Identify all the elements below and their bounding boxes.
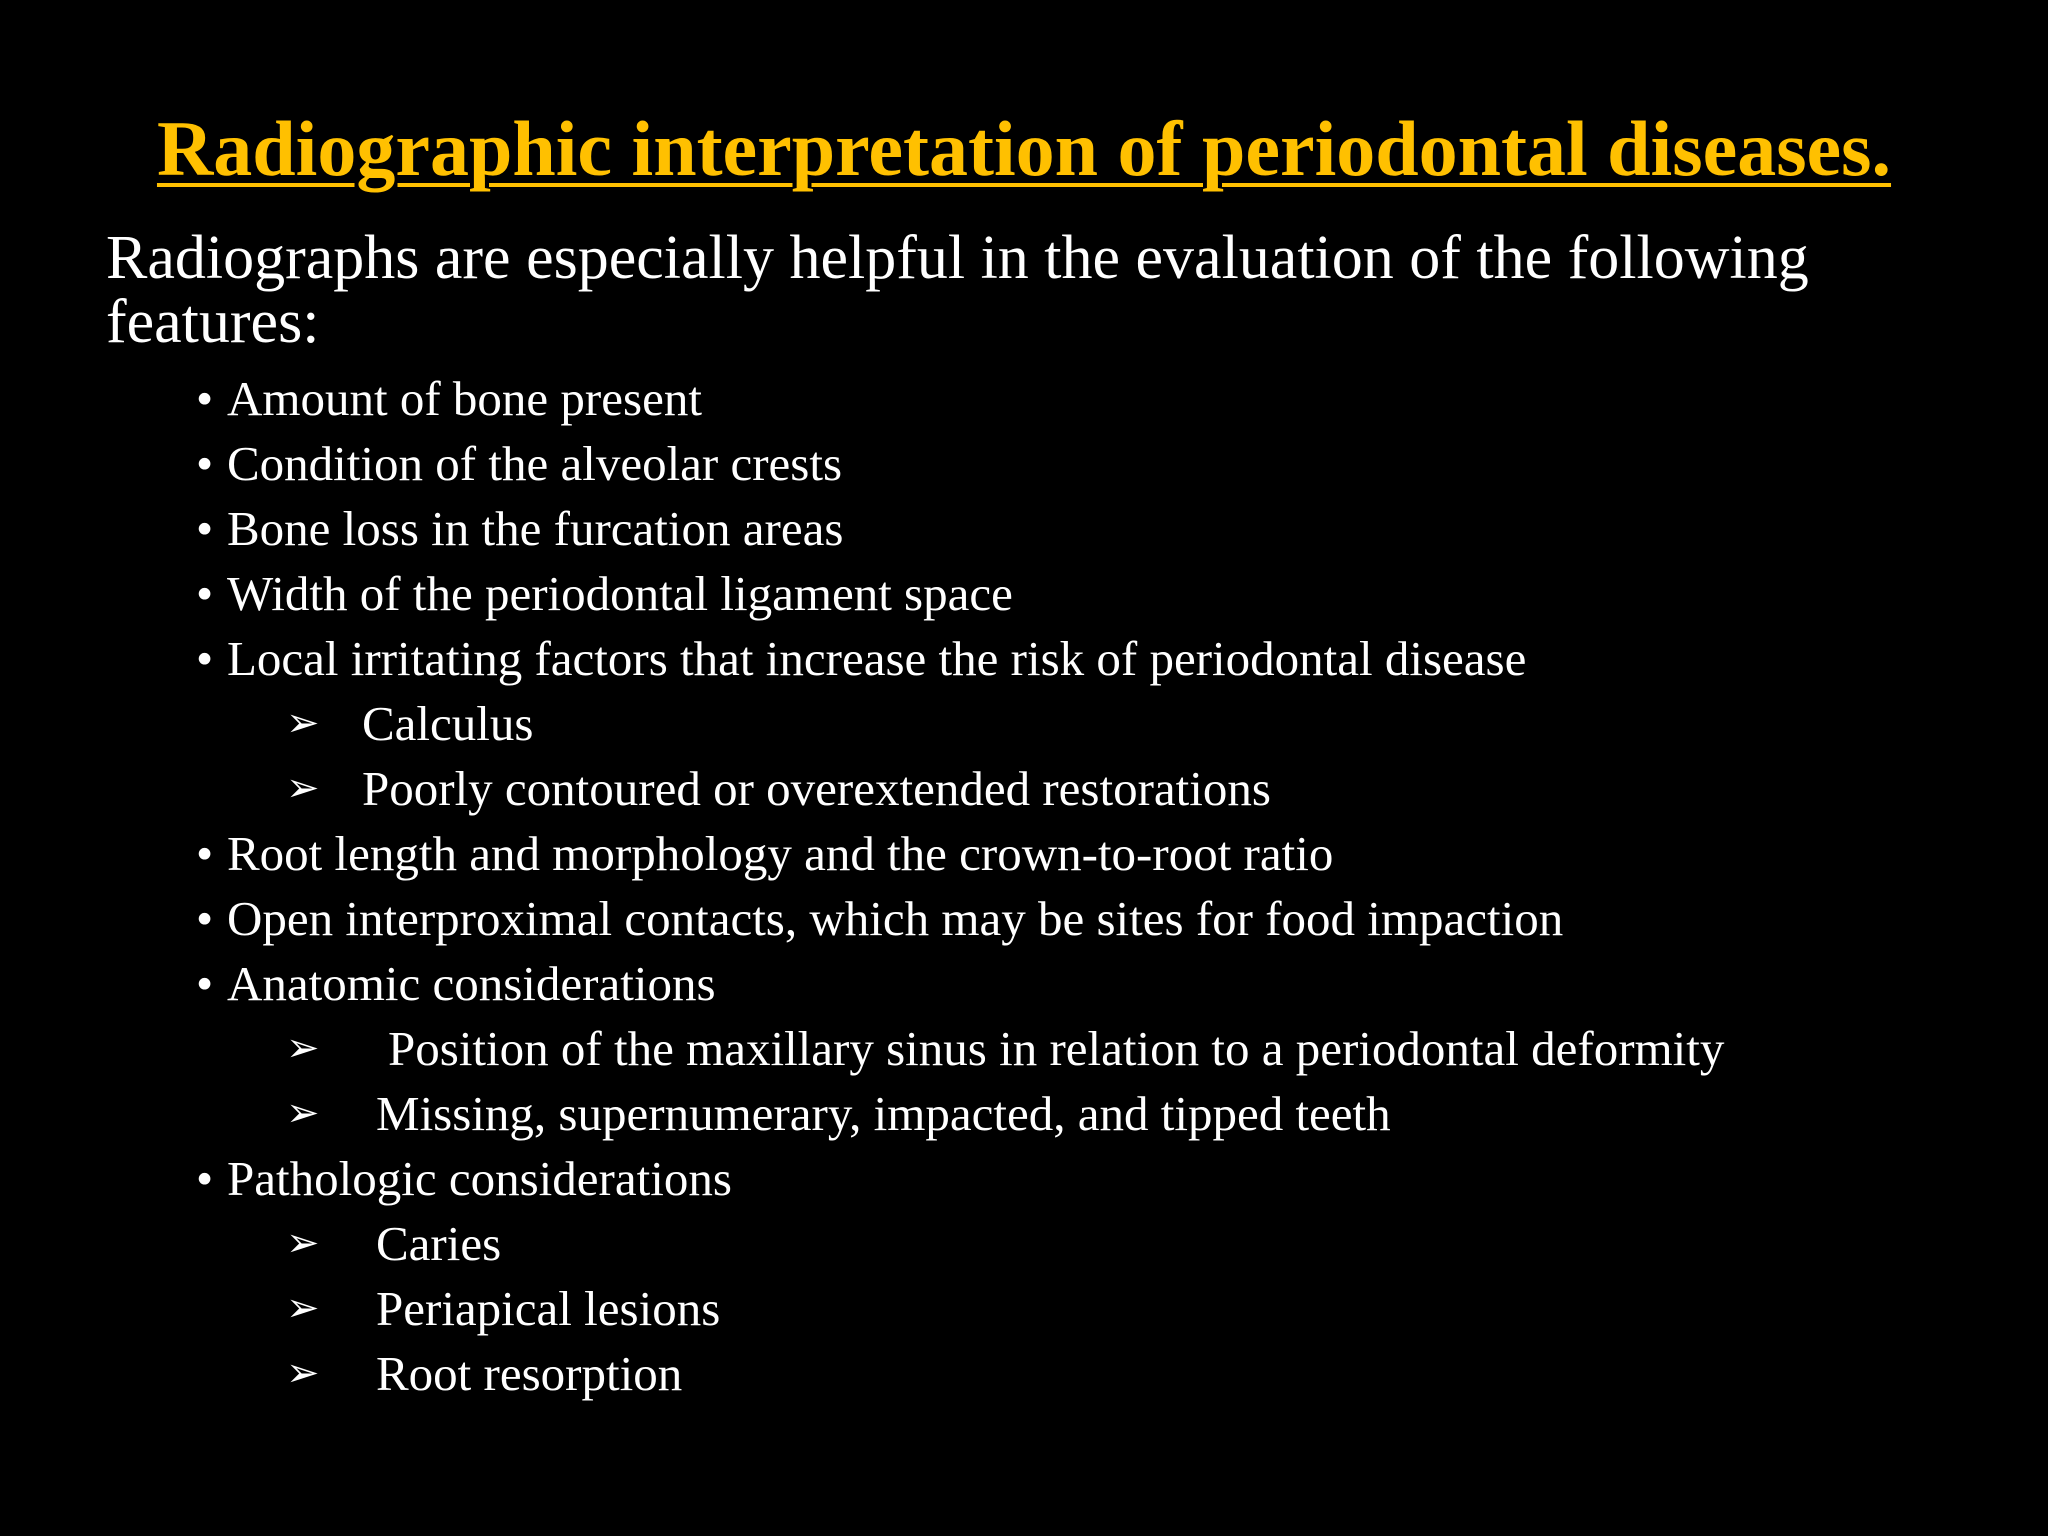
bullet-icon: • <box>196 566 214 621</box>
list-item <box>0 496 2048 561</box>
arrow-bullet-icon: ➢ <box>286 1350 320 1396</box>
list-item <box>0 1146 2048 1211</box>
sub-list-item-text: Root resorption <box>376 1346 683 1401</box>
arrow-bullet-icon: ➢ <box>286 1025 320 1071</box>
sub-list-item <box>0 1276 2048 1341</box>
sub-list-item <box>0 1081 2048 1146</box>
bullet-icon: • <box>196 501 214 556</box>
list-item <box>0 626 2048 691</box>
sub-list-item-text: Missing, supernumerary, impacted, and tipped teeth <box>376 1086 1391 1141</box>
list-item-text: Condition of the alveolar crests <box>227 436 843 491</box>
sub-list-item <box>0 1211 2048 1276</box>
list-item <box>0 886 2048 951</box>
sub-list-item-text: Position of the maxillary sinus in relation to a periodontal deformity <box>388 1021 1725 1076</box>
list-item-text: Local irritating factors that increase the risk of periodontal disease <box>227 631 1527 686</box>
sub-list-item <box>0 1016 2048 1081</box>
bullet-icon: • <box>196 891 214 946</box>
arrow-bullet-icon: ➢ <box>286 1220 320 1266</box>
arrow-bullet-icon: ➢ <box>286 1090 320 1136</box>
arrow-bullet-icon: ➢ <box>286 1285 320 1331</box>
bullet-icon: • <box>196 956 214 1011</box>
sub-list-item <box>0 691 2048 756</box>
list-item-text: Amount of bone present <box>227 371 702 426</box>
intro-text: Radiographs are especially helpful in the evaluation of the following features: <box>106 224 1809 356</box>
list-item-text: Bone loss in the furcation areas <box>227 501 844 556</box>
list-item-text: Anatomic considerations <box>227 956 716 1011</box>
bullet-icon: • <box>196 631 214 686</box>
bullet-icon: • <box>196 436 214 491</box>
sub-list-item-text: Poorly contoured or overextended restorations <box>362 761 1271 816</box>
sub-list-item <box>0 756 2048 821</box>
sub-list-item <box>0 1341 2048 1406</box>
list-item-text: Width of the periodontal ligament space <box>227 566 1013 621</box>
list-item-text: Pathologic considerations <box>227 1151 732 1206</box>
arrow-bullet-icon: ➢ <box>286 765 320 811</box>
list-item-text: Open interproximal contacts, which may be sites for food impaction <box>227 891 1564 946</box>
slide-title: Radiographic interpretation of periodontal diseases. <box>156 105 1892 192</box>
list-item <box>0 366 2048 431</box>
list-item <box>0 951 2048 1016</box>
list-item <box>0 431 2048 496</box>
sub-list-item-text: Calculus <box>362 696 534 751</box>
list-item <box>0 821 2048 886</box>
sub-list-item-text: Caries <box>376 1216 502 1271</box>
list-item-text: Root length and morphology and the crown-to-root ratio <box>227 826 1334 881</box>
bullet-icon: • <box>196 1151 214 1206</box>
list-item <box>0 561 2048 626</box>
sub-list-item-text: Periapical lesions <box>376 1281 721 1336</box>
bullet-icon: • <box>196 826 214 881</box>
bullet-icon: • <box>196 371 214 426</box>
arrow-bullet-icon: ➢ <box>286 700 320 746</box>
feature-list <box>0 366 2048 1406</box>
